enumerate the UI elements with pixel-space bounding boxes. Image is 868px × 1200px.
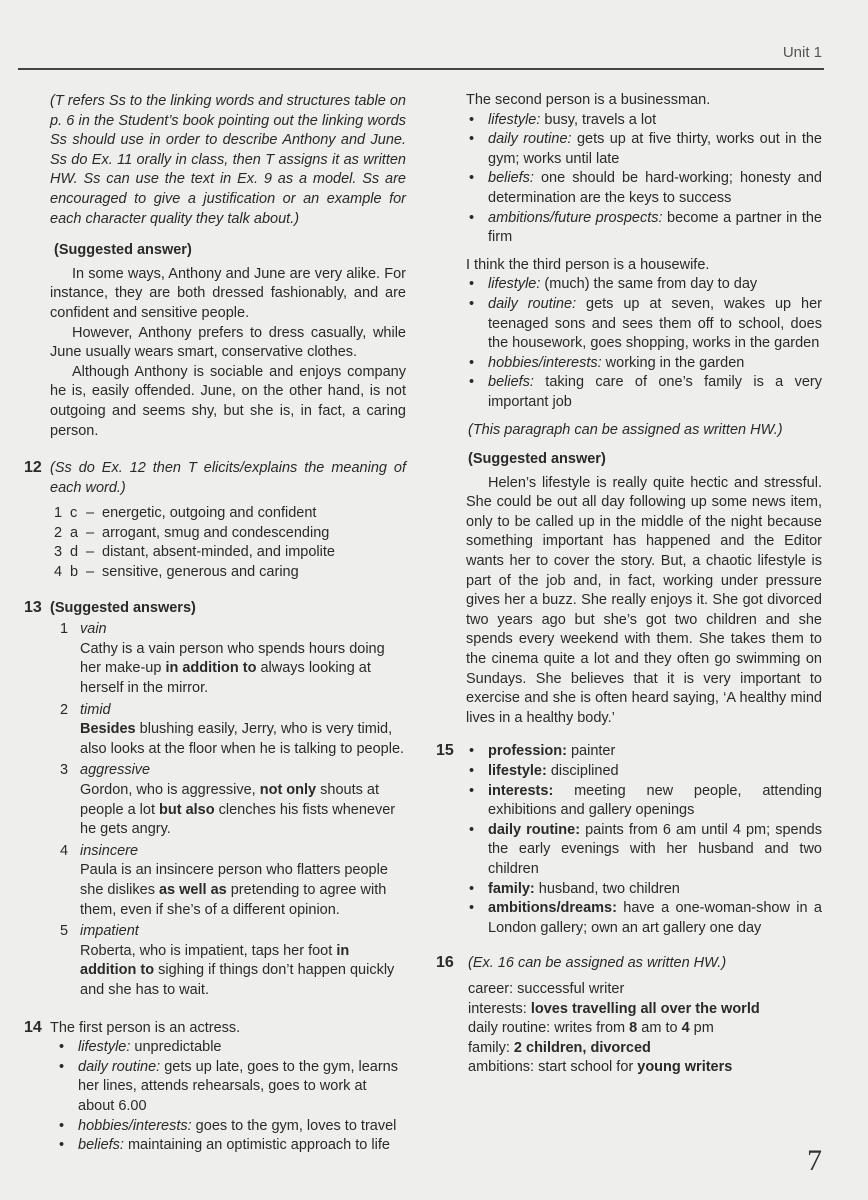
hw-note: (This paragraph can be assigned as written HW.) <box>468 421 783 438</box>
person-details-list <box>466 275 822 412</box>
answer-item: 2 timid Besides blushing easily, Jerry, who is very timid, also looks at the floor when he is talking to people. <box>50 701 406 760</box>
profile-line: daily routine: writes from 8 am to 4 pm <box>468 1020 714 1037</box>
list-item: • hobbies/interests: working in the garden <box>466 354 822 374</box>
list-item: • lifestyle: busy, travels a lot <box>466 111 822 131</box>
list-item: • ambitions/dreams: have a one-woman-show in a London gallery; own an art gallery one day <box>466 899 822 938</box>
list-item: • beliefs: taking care of one’s family is a very important job <box>466 373 822 412</box>
example-sentence: Roberta, who is impatient, taps her foot in addition to sighing if things don’t happen quickly and she has to wait. <box>80 942 395 998</box>
exercise-12 <box>24 459 406 583</box>
list-item: • beliefs: one should be hard-working; honesty and determination are the keys to success <box>466 169 822 208</box>
unit-label: Unit 1 <box>782 44 822 61</box>
list-item: • lifestyle: (much) the same from day to day <box>466 275 822 295</box>
suggested-answer-heading: (Suggested answer) <box>468 451 606 468</box>
matching-list <box>50 504 406 582</box>
left-column <box>24 92 406 1156</box>
exercise-number: 16 <box>436 954 454 972</box>
example-sentence: Gordon, who is aggressive, not only shouts at people a lot but also clenches his fists whenever he gets angry. <box>80 782 396 838</box>
exercise-13 <box>24 598 406 1001</box>
person-intro: The first person is an actress. <box>50 1019 241 1036</box>
list-item: • daily routine: gets up at seven, wakes up her teenaged sons and sees them off to school, does the housework, goes shopping, works in the garden <box>466 295 822 354</box>
example-sentence: Besides blushing easily, Jerry, who is very timid, also looks at the floor when he is talking to people. <box>80 721 405 757</box>
person-details-list <box>50 1038 406 1156</box>
adjective: insincere <box>80 842 139 859</box>
profile-line: ambitions: start school for young writers <box>468 1059 733 1076</box>
answer-item: 4 insincere Paula is an insincere person who flatters people she dislikes as well as pretending to agree with them, even if she’s of a different opinion. <box>50 842 406 920</box>
matching-item: 4 b – sensitive, generous and caring <box>54 564 299 581</box>
answer-item: 3 aggressive Gordon, who is aggressive, not only shouts at people a lot but also clenches his fists whenever he gets angry. <box>50 761 406 839</box>
header-rule <box>18 68 824 70</box>
exercise-note: (Ss do Ex. 12 then T elicits/explains the meaning of each word.) <box>50 460 406 496</box>
writer-profile <box>466 980 822 1078</box>
page-number: 7 <box>807 1144 822 1177</box>
person-intro: The second person is a businessman. <box>466 92 711 108</box>
answer-paragraph-1: In some ways, Anthony and June are very alike. For instance, they are both dressed fashionably, and are confident and sensitive people. <box>50 265 406 321</box>
list-item: • daily routine: paints from 6 am until 4 pm; spends the early evenings with her husband and two children <box>466 821 822 880</box>
profile-line: career: successful writer <box>468 980 625 997</box>
profile-list <box>466 742 822 938</box>
suggested-answer-heading: (Suggested answer) <box>54 242 192 259</box>
exercise-heading: (Suggested answers) <box>50 599 196 616</box>
exercise-16 <box>436 954 822 1078</box>
teacher-note: (T refers Ss to the linking words and structures table on p. 6 in the Student’s book pointing out the linking words Ss should use in order to describe Anthony and June. Ss do Ex. 11 orally in class, then T assigns it as written HW. Ss can use the text in Ex. 9 as a model. Ss are encouraged to give a justification or an example for each character quality they talk about.) <box>50 93 406 227</box>
list-item: • interests: meeting new people, attending exhibitions and gallery openings <box>466 782 822 821</box>
profile-line: interests: loves travelling all over the world <box>468 1000 760 1017</box>
list-item: • beliefs: maintaining an optimistic approach to life <box>56 1136 406 1156</box>
answer-paragraph-2: However, Anthony prefers to dress casually, while June usually wears smart, conservative clothes. <box>50 324 406 361</box>
exercise-note: (Ex. 16 can be assigned as written HW.) <box>468 955 727 972</box>
exercise-number: 15 <box>436 742 454 760</box>
answer-item: 5 impatient Roberta, who is impatient, taps her foot in addition to sighing if things don’t happen quickly and she has to wait. <box>50 922 406 1000</box>
exercise-number: 14 <box>24 1018 42 1036</box>
list-item: • daily routine: gets up at five thirty, works out in the gym; works until late <box>466 130 822 169</box>
list-item: • lifestyle: unpredictable <box>56 1038 406 1058</box>
matching-item: 3 d – distant, absent-minded, and impolite <box>54 544 335 561</box>
example-sentence: Cathy is a vain person who spends hours doing her make-up in addition to always looking at herself in the mirror. <box>80 640 385 697</box>
list-item: • ambitions/future prospects: become a partner in the firm <box>466 209 822 248</box>
adjective: vain <box>80 621 107 638</box>
matching-item: 2 a – arrogant, smug and condescending <box>54 524 330 541</box>
person-details-list <box>466 111 822 248</box>
adjective: aggressive <box>80 762 151 779</box>
list-item: • family: husband, two children <box>466 880 822 900</box>
answer-paragraph-3: Although Anthony is sociable and enjoys company he is, easily offended. June, on the other hand, is not outgoing and seems shy, but she is, in fact, a caring person. <box>50 363 406 439</box>
exercise-number: 13 <box>24 598 42 616</box>
person-intro: I think the third person is a housewife. <box>466 256 710 273</box>
profile-line: family: 2 children, divorced <box>468 1039 651 1056</box>
matching-item: 1 c – energetic, outgoing and confident <box>54 505 317 522</box>
exercise-15 <box>436 742 822 938</box>
answer-item: 1 vain Cathy is a vain person who spends hours doing her make-up in addition to always looking at herself in the mirror. <box>50 620 406 698</box>
helen-paragraph: Helen’s lifestyle is really quite hectic and stressful. She could be out all day following up some news item, only to be called up in the middle of the night because something important has happened and the Editor wants her to cover the story. But, a chaotic lifestyle is part of the job and, in fact, working under pressure gives her a buzz. She really enjoys it. She got divorced two years ago but she’s got two children and she spends every weekend with them. She takes them to the cinema quite a lot and they often go swimming on Sundays. She believes that it is very important to exercise and she is often heard saying, ‘A healthy mind lives in a healthy body.’ <box>466 474 822 726</box>
list-item: • profession: painter <box>466 742 822 762</box>
example-sentence: Paula is an insincere person who flatters people she dislikes as well as pretending to agree with them, even if she’s of a different opinion. <box>80 862 388 918</box>
exercise-14 <box>24 1018 406 1156</box>
list-item: • daily routine: gets up late, goes to the gym, learns her lines, attends rehearsals, goes to work at about 6.00 <box>56 1058 406 1117</box>
exercise-number: 12 <box>24 459 42 477</box>
adjective: timid <box>80 701 111 718</box>
adjective: impatient <box>80 923 139 940</box>
list-item: • hobbies/interests: goes to the gym, loves to travel <box>56 1117 406 1137</box>
right-column <box>436 91 822 1078</box>
list-item: • lifestyle: disciplined <box>466 762 822 782</box>
